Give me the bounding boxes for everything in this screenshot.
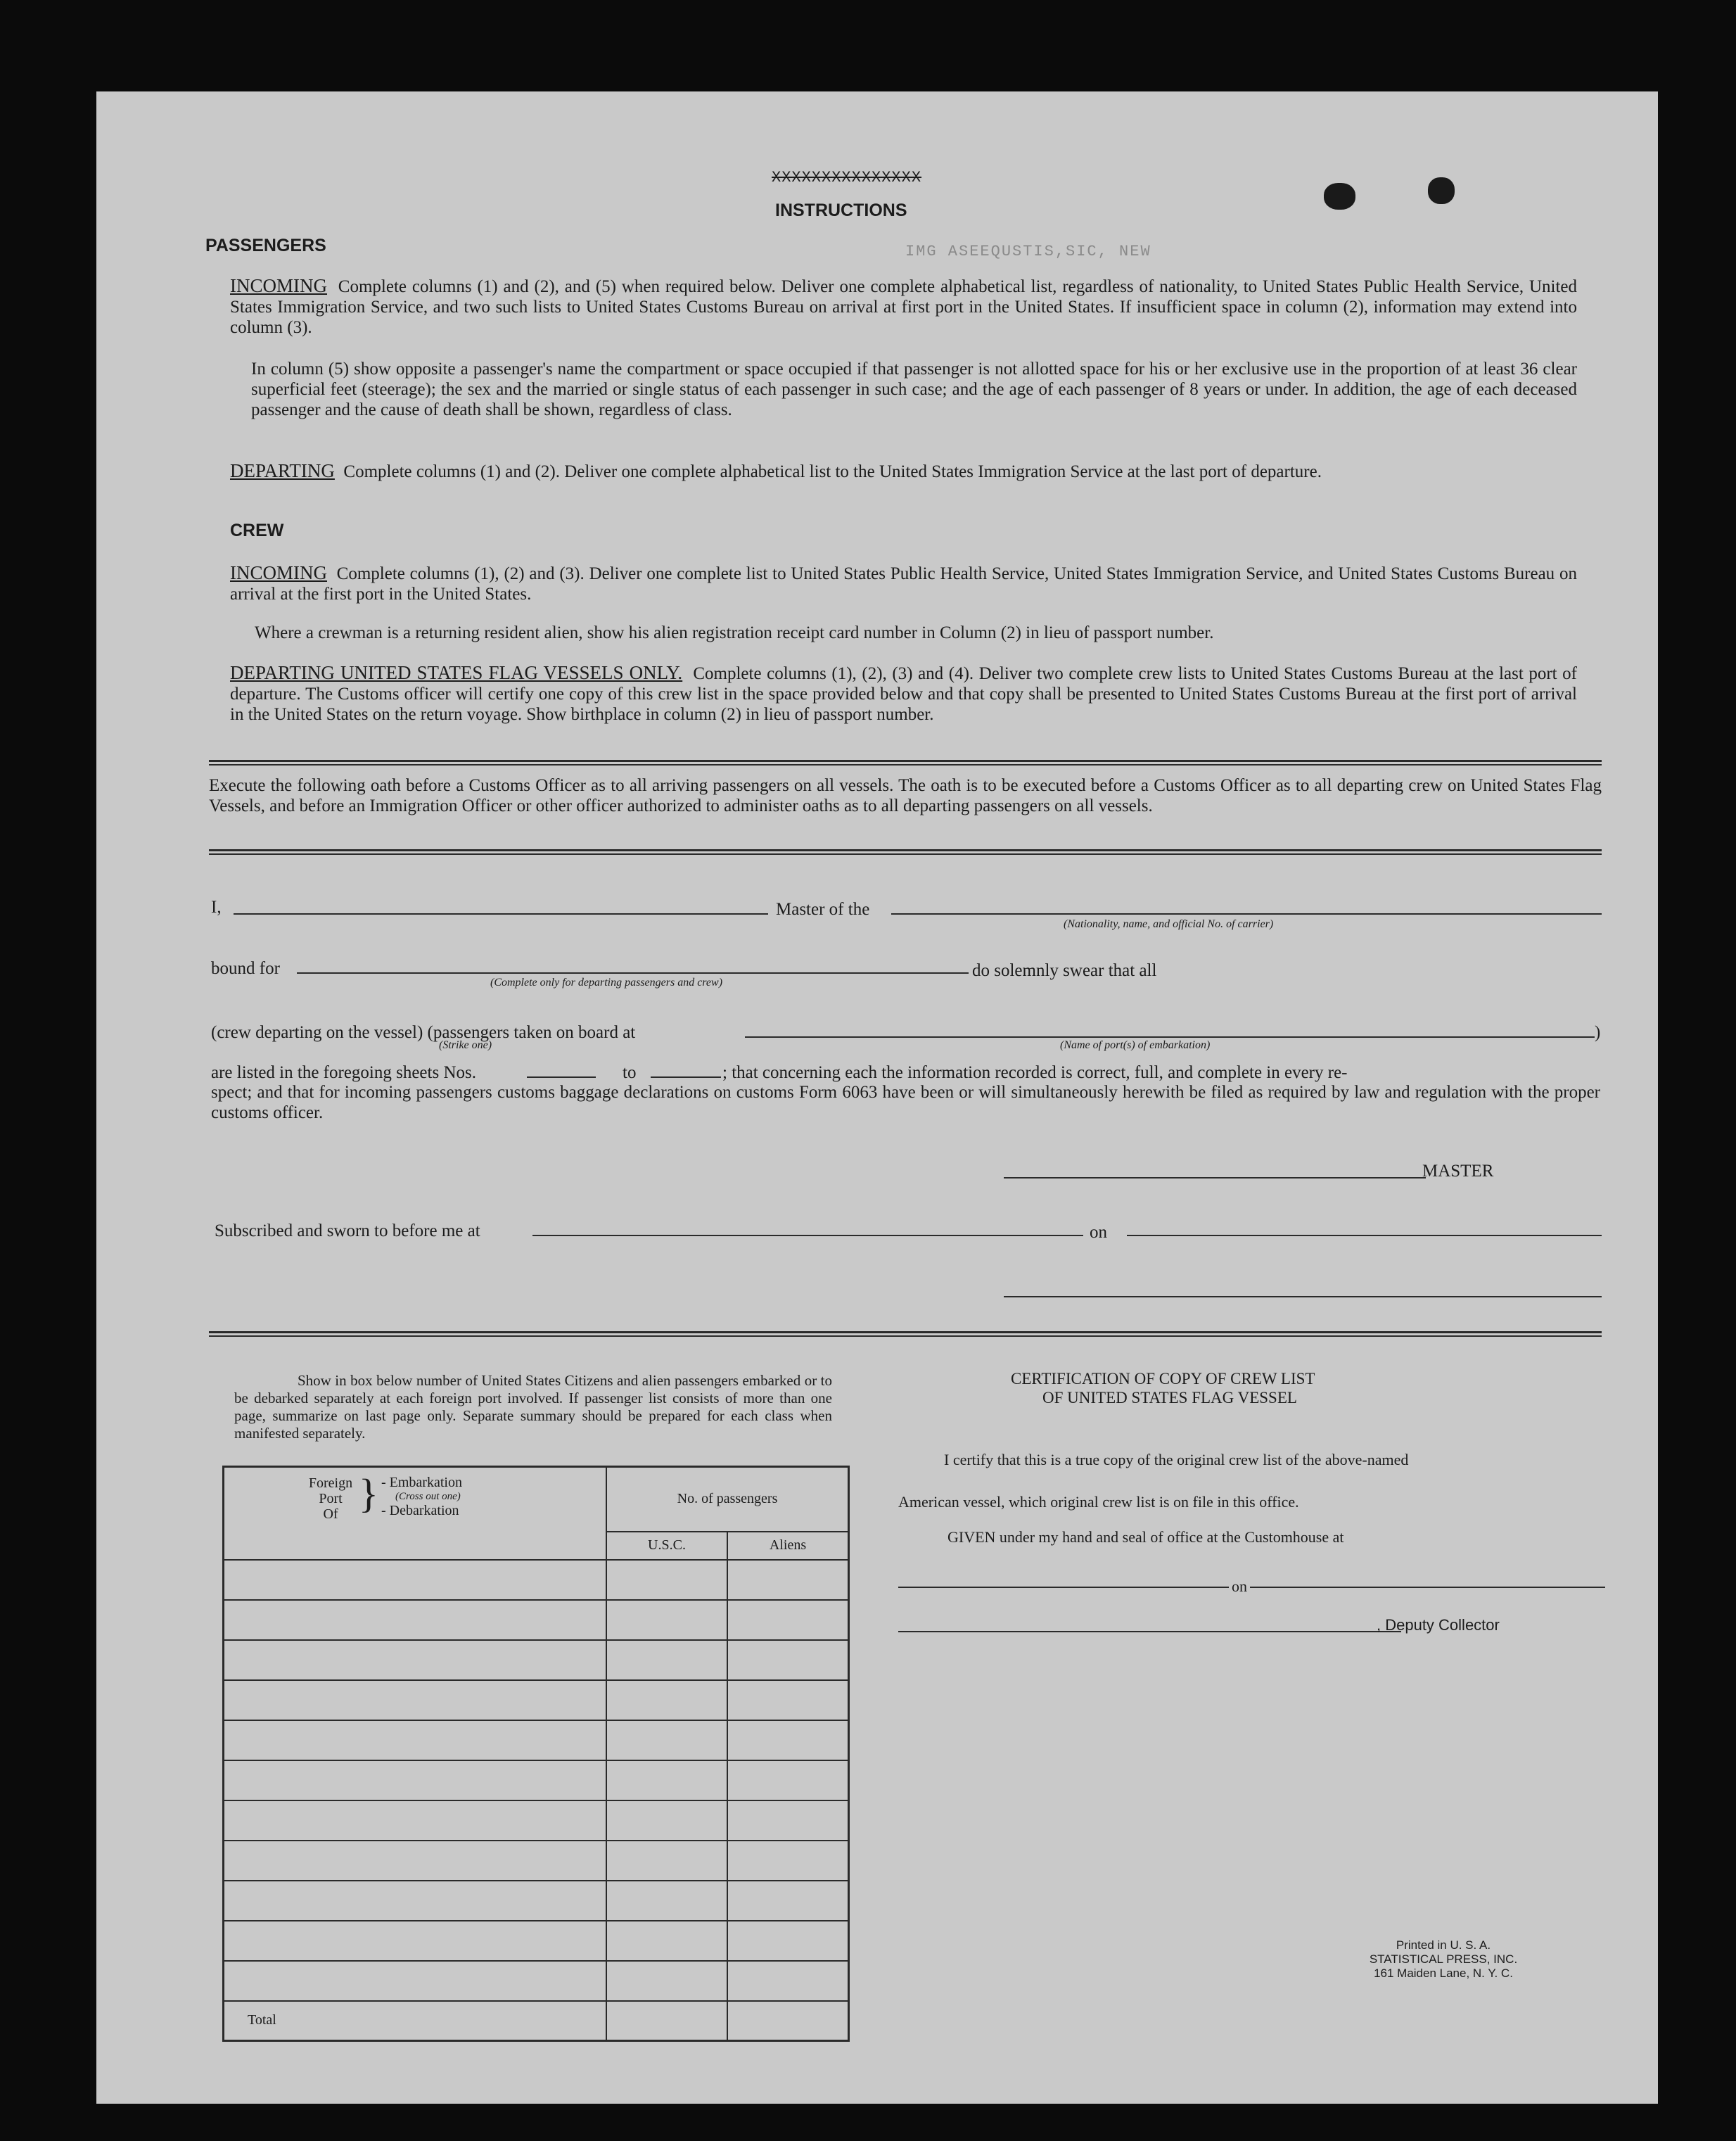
embarkation-port-field[interactable]: [745, 1036, 1595, 1038]
sworn-place-field[interactable]: [532, 1235, 1083, 1236]
usc-cell[interactable]: [606, 1560, 727, 1600]
certification-title-line2: OF UNITED STATES FLAG VESSEL: [1042, 1389, 1297, 1406]
port-cell[interactable]: [224, 1921, 607, 1961]
oath-intro: Execute the following oath before a Customs Officer as to all arriving passengers on all vessels. The oath is to be executed before a Customs Officer as to all departing crew on United States Flag Vessels, and before an Immigration Officer or other officer authorized to administer oaths as to all departing passengers on all vessels.: [209, 776, 1602, 815]
certify-text-b: American vessel, which original crew list is on file in this office.: [898, 1493, 1299, 1511]
port-column-header: [224, 1467, 607, 1560]
usc-cell[interactable]: [606, 1881, 727, 1921]
master-signature-field[interactable]: [1004, 1177, 1426, 1178]
bound-for-label: bound for: [211, 959, 280, 978]
usc-cell[interactable]: [606, 1921, 727, 1961]
deputy-collector-label: , Deputy Collector: [1377, 1616, 1500, 1634]
strike-one-caption: (Strike one): [439, 1039, 492, 1051]
port-cell[interactable]: [224, 1760, 607, 1800]
subscribed-label: Subscribed and sworn to before me at: [215, 1221, 480, 1240]
crew-departing-paragraph: [230, 663, 1577, 725]
sheet-to-field[interactable]: [651, 1076, 721, 1078]
usc-cell[interactable]: [606, 1961, 727, 2001]
sworn-on-label: on: [1090, 1223, 1107, 1242]
customhouse-field[interactable]: [898, 1587, 1605, 1588]
passengers-departing-label: DEPARTING: [230, 460, 335, 481]
aliens-cell[interactable]: [727, 1961, 849, 2001]
port-cell[interactable]: [224, 1720, 607, 1760]
passengers-departing-text: Complete columns (1) and (2). Deliver one complete alphabetical list to the United States Immigration Service at the last port of departure.: [343, 462, 1322, 481]
table-row[interactable]: [224, 1841, 849, 1881]
printer-line1: Printed in U. S. A.: [1396, 1938, 1491, 1952]
bound-for-caption: (Complete only for departing passengers and crew): [490, 977, 723, 989]
passengers-count-header: No. of passengers: [606, 1467, 849, 1532]
table-row[interactable]: [224, 1961, 849, 2001]
passengers-incoming-text: Complete columns (1) and (2), and (5) when required below. Deliver one complete alphabetical list, regardless of nationality, to United States Public Health Service, United States Immigration Service, and two such lists to United States Customs Bureau on arrival at first port in the United States. If insufficient space in column (2), information may extend into column (3).: [230, 277, 1578, 337]
swear-text: do solemnly swear that all: [972, 961, 1157, 980]
bleed-through-stamp: IMG ASEEQUSTIS,SIC, NEW: [905, 243, 1151, 260]
table-row[interactable]: [224, 1800, 849, 1841]
aliens-cell[interactable]: [727, 1881, 849, 1921]
brace-glyph: }: [359, 1470, 378, 1516]
aliens-cell[interactable]: [727, 1720, 849, 1760]
passengers-departing-paragraph: [230, 461, 1577, 482]
crew-incoming-paragraph: [230, 563, 1577, 604]
port-cell[interactable]: [224, 1640, 607, 1680]
port-cell[interactable]: [224, 1881, 607, 1921]
section-divider: [209, 760, 1602, 765]
usc-cell[interactable]: [606, 1760, 727, 1800]
port-cell[interactable]: [224, 1841, 607, 1881]
sheet-from-field[interactable]: [527, 1076, 596, 1078]
aliens-header: Aliens: [727, 1532, 849, 1560]
section-divider: [209, 1331, 1602, 1337]
aliens-cell[interactable]: [727, 1600, 849, 1640]
port-cell[interactable]: [224, 1560, 607, 1600]
crew-incoming-label: INCOMING: [230, 562, 327, 583]
carrier-caption: (Nationality, name, and official No. of carrier): [1064, 918, 1274, 930]
punch-hole-mark: [1428, 177, 1455, 204]
deputy-collector-signature[interactable]: [898, 1631, 1401, 1632]
embarkation-option[interactable]: - Embarkation: [381, 1475, 462, 1490]
summary-instructions: Show in box below number of United States Citizens and alien passengers embarked or to be debarked separately at each foreign port involved. If passenger list consists of more than one page, summarize on last page only. Separate summary should be prepared for each class when manifested separately.: [234, 1372, 832, 1442]
port-cell[interactable]: [224, 1600, 607, 1640]
page-title: INSTRUCTIONS: [775, 201, 907, 220]
punch-hole-mark: [1324, 183, 1355, 210]
table-row[interactable]: [224, 1760, 849, 1800]
carrier-field[interactable]: [891, 913, 1602, 915]
certify-text-a: I certify that this is a true copy of the original crew list of the above-named: [944, 1451, 1409, 1468]
master-of-label: Master of the: [776, 900, 870, 919]
total-row[interactable]: [224, 2001, 849, 2041]
sworn-date-field[interactable]: [1127, 1235, 1602, 1236]
certification-on-label: on: [1229, 1576, 1250, 1596]
crew-departing-text: (crew departing on the vessel) (passengers taken on board at: [211, 1023, 636, 1042]
master-label: MASTER: [1422, 1162, 1494, 1181]
usc-cell[interactable]: [606, 1800, 727, 1841]
usc-cell[interactable]: [606, 1600, 727, 1640]
foreign-label: Foreign: [308, 1475, 353, 1491]
port-cell[interactable]: [224, 1961, 607, 2001]
usc-header: U.S.C.: [606, 1532, 727, 1560]
struck-out-text: XXXXXXXXXXXXXXX: [772, 169, 922, 186]
resident-alien-paragraph: Where a crewman is a returning resident alien, show his alien registration receipt card number in Column (2) in lieu of passport number.: [255, 623, 1214, 642]
usc-cell[interactable]: [606, 1640, 727, 1680]
crew-departing-text: Complete columns (1), (2), (3) and (4). Deliver two complete crew lists to United States Customs Bureau at the last port of departure. The Customs officer will certify one copy of this crew list in the space provided below and that copy shall be presented to United States Customs Bureau at the first port of arrival in the United States on the return voyage. Show birthplace in column (2) in lieu of passport number.: [230, 664, 1577, 724]
table-row[interactable]: [224, 1560, 849, 1600]
aliens-cell[interactable]: [727, 1921, 849, 1961]
master-name-field[interactable]: [234, 913, 768, 915]
printer-line2: STATISTICAL PRESS, INC.: [1369, 1952, 1518, 1966]
passengers-incoming-label: INCOMING: [230, 275, 327, 296]
port-label: Port: [319, 1491, 343, 1506]
table-row[interactable]: [224, 1680, 849, 1720]
of-label: Of: [323, 1506, 338, 1522]
usc-cell[interactable]: [606, 1841, 727, 1881]
given-text: GIVEN under my hand and seal of office at the Customhouse at: [947, 1528, 1344, 1546]
total-label: Total: [224, 2001, 607, 2041]
printer-line3: 161 Maiden Lane, N. Y. C.: [1374, 1967, 1513, 1980]
aliens-cell[interactable]: [727, 1760, 849, 1800]
crew-incoming-text: Complete columns (1), (2) and (3). Deliver one complete list to United States Public Health Service, United States Immigration Service, and United States Customs Bureau on arrival at the first port in the United States.: [230, 564, 1577, 604]
listed-text-b: ; that concerning each the information recorded is correct, full, and complete in every re-: [722, 1063, 1348, 1082]
i-label: I,: [211, 898, 222, 917]
closing-paren: ): [1595, 1023, 1601, 1042]
aliens-total-cell[interactable]: [727, 2001, 849, 2041]
table-row[interactable]: [224, 1640, 849, 1680]
aliens-cell[interactable]: [727, 1680, 849, 1720]
cross-out-caption: (Cross out one): [395, 1491, 461, 1502]
bound-for-field[interactable]: [297, 972, 969, 974]
certification-title-line1: CERTIFICATION OF COPY OF CREW LIST: [1011, 1370, 1315, 1387]
aliens-cell[interactable]: [727, 1841, 849, 1881]
table-row[interactable]: [224, 1600, 849, 1640]
table-row[interactable]: [224, 1881, 849, 1921]
debarkation-option[interactable]: - Debarkation: [381, 1503, 459, 1518]
column5-paragraph: In column (5) show opposite a passenger's name the compartment or space occupied if that passenger is not allotted space for his or her exclusive use in the proportion of at least 36 clear superficial feet (steerage); the sex and the married or single status of each passenger in such case; and the age of each passenger of 8 years or under. In addition, the age of each deceased passenger and the cause of death shall be shown, regardless of class.: [251, 360, 1577, 419]
listed-text-rest: spect; and that for incoming passengers customs baggage declarations on customs Form 6063 have been or will simultaneously herewith be filed as required by law and regulation with the proper customs officer.: [211, 1083, 1600, 1122]
aliens-cell[interactable]: [727, 1560, 849, 1600]
port-cell[interactable]: [224, 1800, 607, 1841]
table-row[interactable]: [224, 1720, 849, 1760]
port-cell[interactable]: [224, 1680, 607, 1720]
listed-to-label: to: [623, 1063, 637, 1082]
port-caption: (Name of port(s) of embarkation): [1060, 1039, 1211, 1051]
table-row[interactable]: [224, 1921, 849, 1961]
usc-cell[interactable]: [606, 1680, 727, 1720]
passengers-incoming-paragraph: [230, 276, 1577, 338]
section-divider: [209, 849, 1602, 855]
passenger-summary-table: [222, 1466, 850, 2042]
aliens-cell[interactable]: [727, 1800, 849, 1841]
officer-signature-field[interactable]: [1004, 1296, 1602, 1297]
crew-heading: CREW: [230, 521, 284, 540]
usc-total-cell[interactable]: [606, 2001, 727, 2041]
usc-cell[interactable]: [606, 1720, 727, 1760]
listed-text-a: are listed in the foregoing sheets Nos.: [211, 1063, 476, 1082]
aliens-cell[interactable]: [727, 1640, 849, 1680]
form-sheet: [96, 91, 1658, 2104]
passengers-heading: PASSENGERS: [205, 236, 326, 255]
crew-departing-label: DEPARTING UNITED STATES FLAG VESSELS ONLY.: [230, 662, 683, 683]
